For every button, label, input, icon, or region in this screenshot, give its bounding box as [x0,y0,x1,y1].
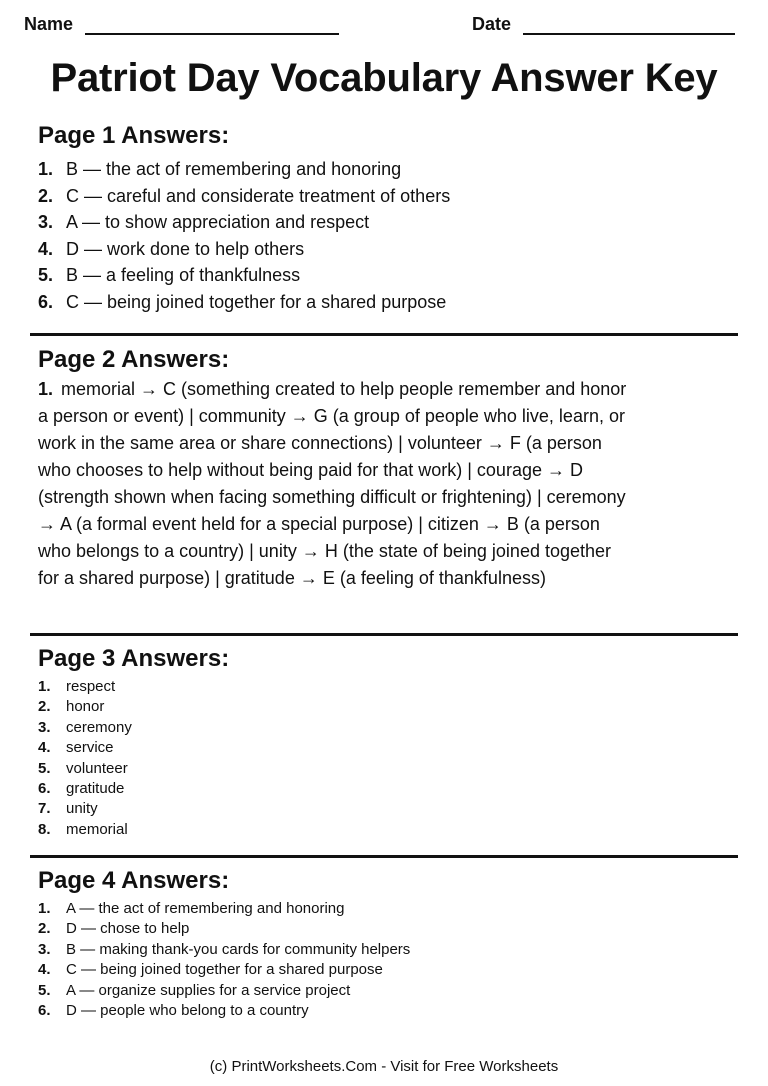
item-text: honor [66,698,105,716]
list-item [38,899,738,919]
item-text: D — chose to help [66,920,190,938]
item-number: 8. [38,820,51,838]
item-text: D — people who belong to a country [66,1002,309,1020]
section-divider [30,855,738,858]
section-divider [30,333,738,336]
section-divider [30,633,738,636]
item-text: service [66,739,114,757]
item-number: 3. [38,212,54,233]
list-item [38,738,738,758]
item-text: ceremony [66,718,132,736]
item-text: A — the act of remembering and honoring [66,900,345,917]
list-item [38,779,738,799]
list-item [38,289,738,316]
item-number: 6. [38,780,51,798]
list-item [38,919,738,939]
item-number: 1. [38,678,51,695]
page4-answers-section [38,867,738,1021]
list-item [38,799,738,819]
page1-answer-list [38,156,738,316]
page2-answer-paragraph [38,376,628,592]
item-text: memorial [66,820,128,838]
item-number: 1. [38,900,51,917]
name-blank-line [85,15,339,35]
item-number: 4. [38,961,51,979]
item-number: 7. [38,800,51,818]
page3-heading: Page 3 Answers: [38,645,230,672]
list-item [38,209,738,236]
footer-credit: (c) PrintWorksheets.Com - Visit for Free Worksheets [209,1058,559,1075]
list-item [38,1001,738,1021]
item-text: A — organize supplies for a service project [66,981,351,999]
item-number: 4. [38,739,51,757]
item-number: 4. [38,238,54,259]
item-text: gratitude [66,780,125,798]
item-text: volunteer [66,759,128,777]
list-item [38,183,738,210]
item-number: 2. [38,920,51,938]
list-item [38,262,738,289]
item-number: 5. [38,981,51,999]
page3-answer-list [38,677,738,840]
item-number: 1. [38,379,54,399]
page1-answers-section [38,122,738,316]
item-text: A — to show appreciation and respect [66,212,370,233]
item-number: 6. [38,291,54,312]
list-item [38,697,738,717]
list-item [38,960,738,980]
item-text: B — the act of remembering and honoring [66,159,402,179]
list-item [38,677,738,697]
page-title: Patriot Day Vocabulary Answer Key [50,56,718,100]
list-item [38,236,738,263]
item-text: B — a feeling of thankfulness [66,265,301,286]
list-item [38,718,738,738]
date-blank-line [523,15,735,35]
item-text: unity [66,800,98,818]
item-number: 5. [38,759,51,777]
list-item [38,940,738,960]
item-text: C — careful and considerate treatment of others [66,185,451,206]
name-field [24,14,339,35]
page1-heading: Page 1 Answers: [38,122,230,149]
item-text: B — making thank-you cards for community helpers [66,940,411,958]
item-text: respect [66,678,116,695]
item-number: 3. [38,718,51,736]
page3-answers-section [38,645,738,840]
list-item [38,820,738,840]
page4-heading: Page 4 Answers: [38,867,230,894]
item-number: 1. [38,159,54,179]
item-text: C — being joined together for a shared purpose [66,961,383,979]
item-number: 2. [38,185,54,206]
page2-heading: Page 2 Answers: [38,346,230,373]
page2-answers-section [38,346,738,592]
item-number: 2. [38,698,51,716]
list-item [38,156,738,183]
item-text: D — work done to help others [66,238,305,259]
name-label: Name [24,14,74,34]
worksheet-header [24,14,738,44]
item-text: memorial → C (something created to help people remember and honor a person or event) | community → G (a group of people who live, learn, or work in the same area or share connections) | volunteer → F (a person who chooses to help without being paid for that work) | courage → D (strength shown when facing something difficult or frightening) | ceremony → A (a formal event held for a special purpose) | citizen → B (a person who belongs to a country) | unity → H (the state of being joined together for a shared purpose) | gratitude → E (a feeling of thankfulness) [38,379,627,588]
date-field [472,14,735,35]
page4-answer-list [38,899,738,1021]
list-item [38,759,738,779]
item-number: 6. [38,1002,51,1020]
item-number: 3. [38,940,51,958]
item-text: C — being joined together for a shared purpose [66,291,447,312]
list-item [38,981,738,1001]
item-number: 5. [38,265,54,286]
date-label: Date [472,14,512,34]
